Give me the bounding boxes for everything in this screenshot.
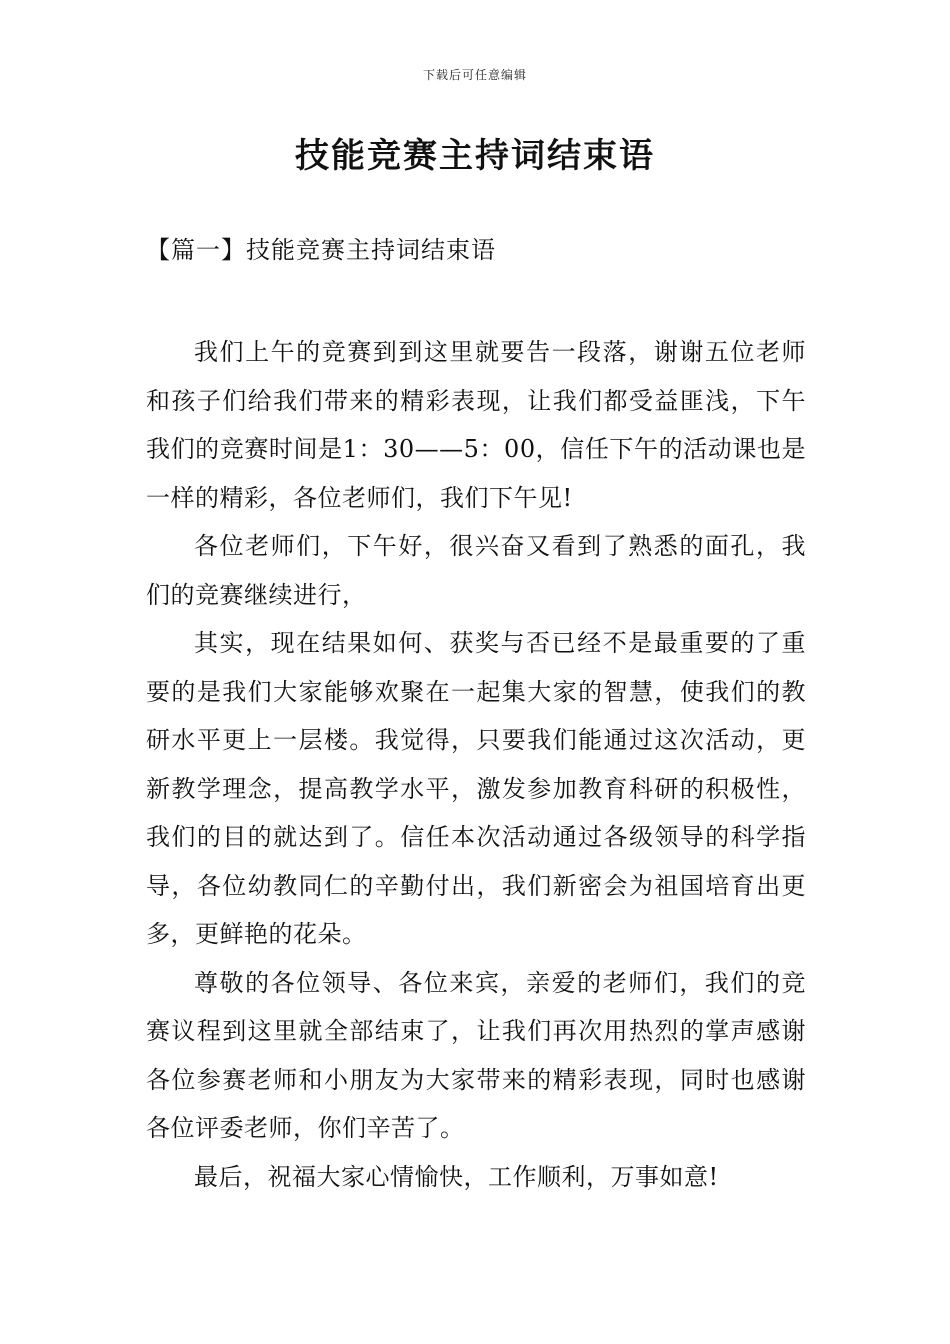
paragraph: 尊敬的各位领导、各位来宾，亲爱的老师们，我们的竞赛议程到这里就全部结束了，让我们再次用热烈的掌声感谢各位参赛老师和小朋友为大家带来的精彩表现，同时也感谢各位评委老师，你们辛苦了。: [146, 968, 806, 1142]
header-note: 下载后可任意编辑: [422, 68, 527, 82]
section-heading: 【篇一】技能竞赛主持词结束语: [146, 236, 496, 264]
body-text: [146, 328, 806, 1201]
document-title: 技能竞赛主持词结束语: [295, 136, 655, 176]
paragraph: 各位老师们，下午好，很兴奋又看到了熟悉的面孔，我们的竞赛继续进行，: [146, 532, 806, 609]
paragraph: 我们上午的竞赛到到这里就要告一段落，谢谢五位老师和孩子们给我们带来的精彩表现，让我们都受益匪浅，下午我们的竞赛时间是1：30——5：00，信任下午的活动课也是一样的精彩，各位老师们，我们下午见!: [146, 338, 806, 512]
paragraph: 其实，现在结果如何、获奖与否已经不是最重要的了重要的是我们大家能够欢聚在一起集大家的智慧，使我们的教研水平更上一层楼。我觉得，只要我们能通过这次活动，更新教学理念，提高教学水平，激发参加教育科研的积极性，我们的目的就达到了。信任本次活动通过各级领导的科学指导，各位幼教同仁的辛勤付出，我们新密会为祖国培育出更多，更鲜艳的花朵。: [146, 629, 806, 948]
paragraph: 最后，祝福大家心情愉快，工作顺利，万事如意!: [194, 1162, 719, 1191]
